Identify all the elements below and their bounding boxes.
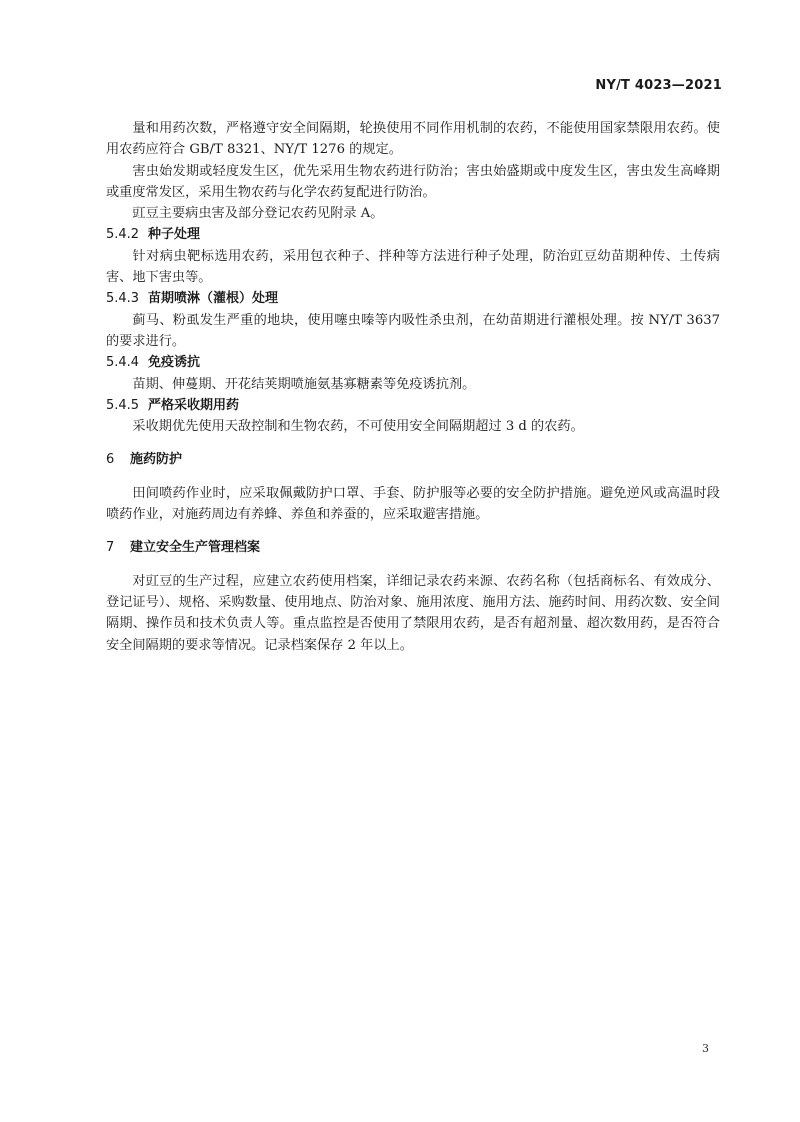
paragraph-harvest-period: 采收期优先使用天敌控制和生物农药，不可使用安全间隔期超过 3 d 的农药。 xyxy=(132,419,584,435)
heading-title: 建立安全生产管理档案 xyxy=(130,540,261,556)
heading-number: 5.4.4 xyxy=(106,355,140,371)
heading-5-4-3 xyxy=(106,288,720,309)
heading-title: 种子处理 xyxy=(148,227,201,243)
heading-number: 6 xyxy=(106,452,115,468)
heading-section-7 xyxy=(106,537,720,558)
standard-id: NY/T 4023—2021 xyxy=(595,78,722,93)
paragraph-seed-treatment: 针对病虫靶标选用农药，采用包衣种子、拌种等方法进行种子处理，防治豇豆幼苗期种传、土传病害、地下害虫等。 xyxy=(106,248,720,286)
paragraph-application-protection: 田间喷药作业时，应采取佩戴防护口罩、手套、防护服等必要的安全防护措施。避免逆风或高温时段喷药作业，对施药周边有养蜂、养鱼和养蚕的，应采取避害措施。 xyxy=(106,485,720,523)
paragraph-appendix-reference: 豇豆主要病虫害及部分登记农药见附录 A。 xyxy=(132,206,384,222)
heading-number: 5.4.5 xyxy=(106,397,140,413)
paragraph-pesticide-use: 量和用药次数，严格遵守安全间隔期，轮换使用不同作用机制的农药，不能使用国家禁限用农药。使用农药应符合 GB/T 8321、NY/T 1276 的规定。 xyxy=(106,121,720,158)
heading-title: 施药防护 xyxy=(130,452,183,468)
paragraph-records-archive: 对豇豆的生产过程，应建立农药使用档案，详细记录农药来源、农药名称（包括商标名、有效成分、登记证号）、规格、采购数量、使用地点、防治对象、施用浓度、施用方法、施药时间、用药次数、安全间隔期、操作员和技术负责人等。重点监控是否使用了禁限用农药，是否有超剂量、超次数用药，是否符合安全间隔期的要求等情况。记录档案保存 2 年以上。 xyxy=(106,573,720,653)
heading-title: 苗期喷淋（灌根）处理 xyxy=(148,291,279,307)
heading-section-6 xyxy=(106,449,720,470)
heading-title: 严格采收期用药 xyxy=(148,397,240,413)
heading-title: 免疫诱抗 xyxy=(148,355,201,371)
heading-5-4-4 xyxy=(106,352,720,373)
paragraph-pest-control-strategy: 害虫始发期或轻度发生区，优先采用生物农药进行防治；害虫始盛期或中度发生区，害虫发生高峰期或重度常发区，采用生物农药与化学农药复配进行防治。 xyxy=(106,163,720,200)
paragraph-immune-induction: 苗期、伸蔓期、开花结荚期喷施氨基寡糖素等免疫诱抗剂。 xyxy=(132,376,476,392)
paragraph-seedling-drench: 蓟马、粉虱发生严重的地块，使用噻虫嗪等内吸性杀虫剂，在幼苗期进行灌根处理。按 NY/T 3637 的要求进行。 xyxy=(106,312,720,349)
heading-5-4-5 xyxy=(106,395,720,416)
heading-number: 5.4.3 xyxy=(106,291,140,307)
heading-number: 7 xyxy=(106,540,115,556)
heading-5-4-2 xyxy=(106,224,720,245)
document-body xyxy=(106,118,720,656)
page-number: 3 xyxy=(702,1042,709,1055)
heading-number: 5.4.2 xyxy=(106,227,140,243)
